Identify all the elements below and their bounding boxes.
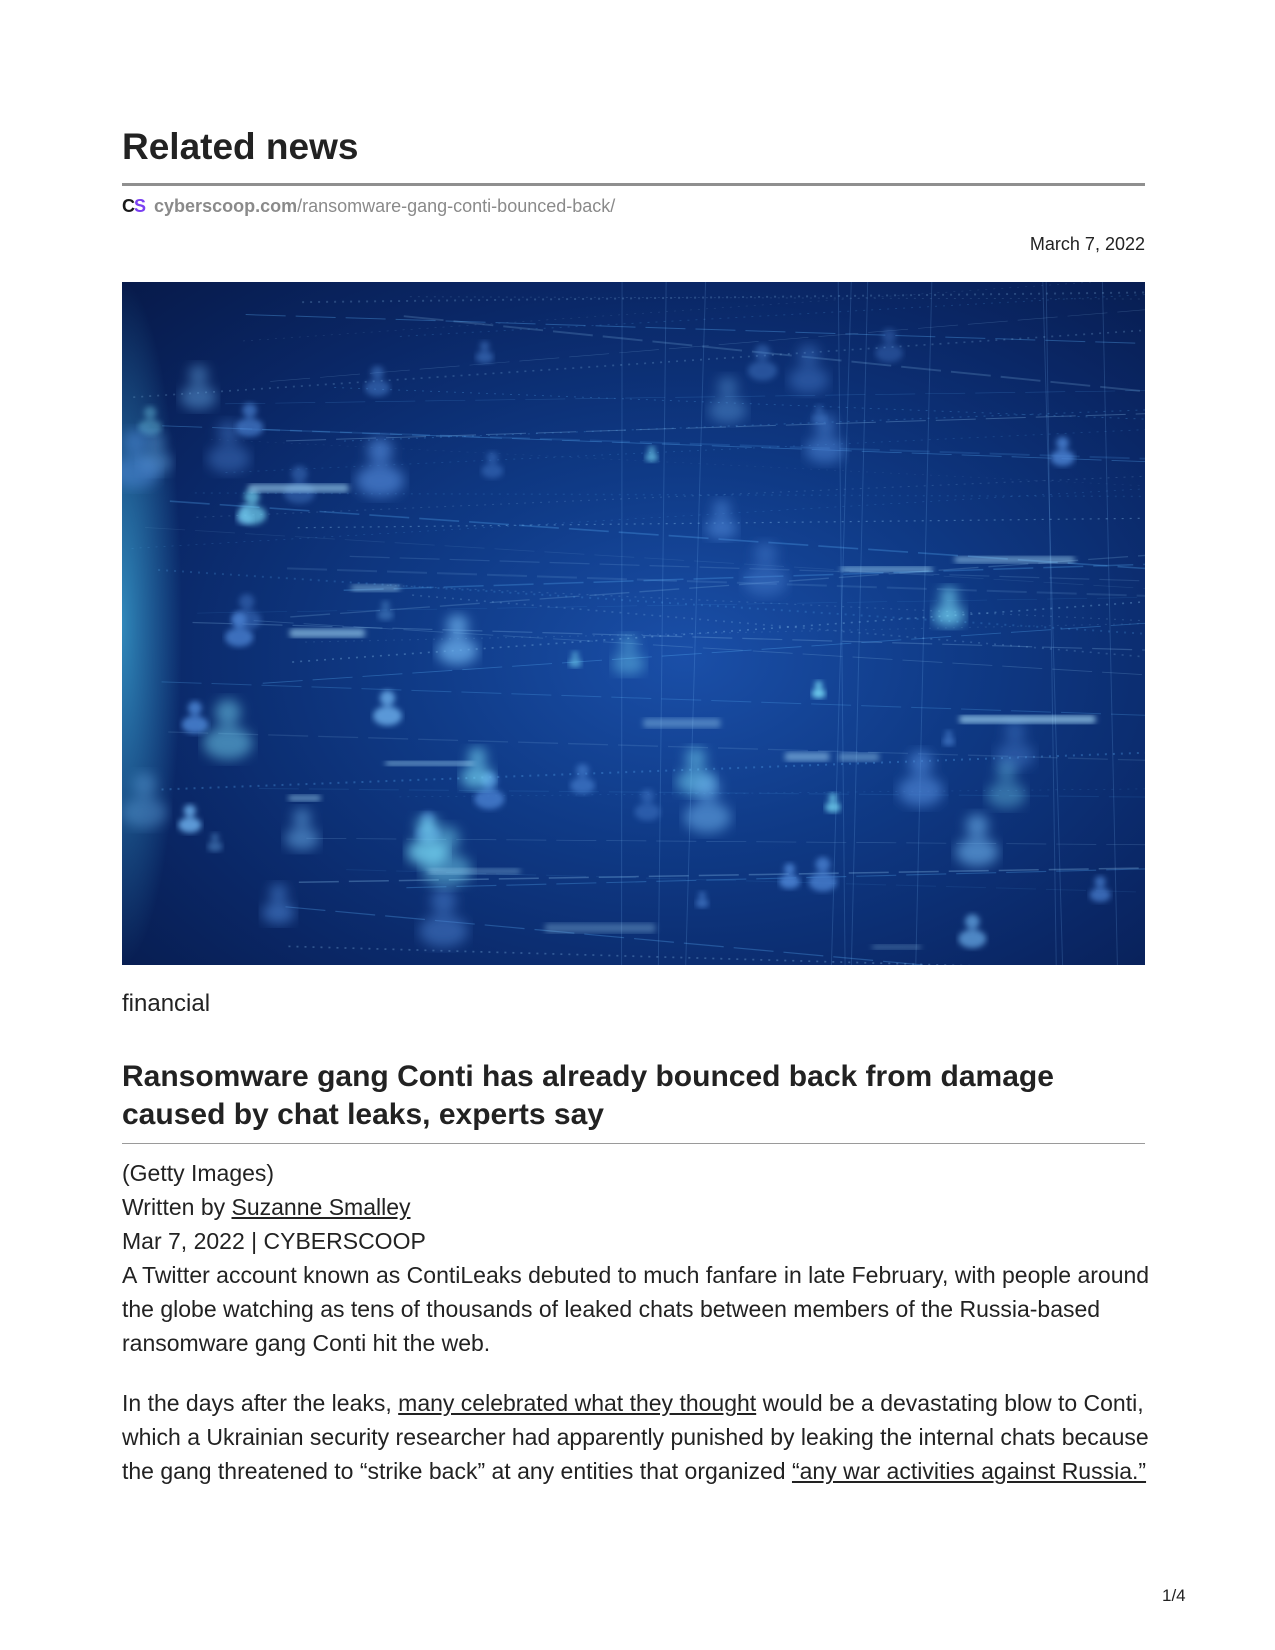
network-people-image — [122, 282, 1145, 965]
publish-date: March 7, 2022 — [1029, 234, 1145, 254]
celebrated-link[interactable]: many celebrated what they thought — [398, 1390, 757, 1416]
article-paragraph-1: A Twitter account known as ContiLeaks debuted to much fanfare in late February, with people around the globe watching as tens of thousands of leaked chats between members of the Russia-based ransomware gang Conti hit the web. — [122, 1262, 1150, 1356]
source-path: /ransomware-gang-conti-bounced-back/ — [297, 196, 616, 216]
byline — [122, 1190, 1145, 1224]
war-activities-link[interactable]: “any war activities against Russia.” — [791, 1458, 1147, 1484]
author-link[interactable]: Suzanne Smalley — [231, 1194, 411, 1220]
p2-text-start: In the days after the leaks, — [122, 1390, 399, 1416]
article-headline: Ransomware gang Conti has already bounced back from damage caused by chat leaks, experts say — [122, 1060, 1054, 1131]
byline-prefix: Written by — [122, 1194, 232, 1220]
source-domain: cyberscoop.com — [154, 196, 298, 216]
headline-divider — [122, 1143, 1145, 1144]
p2-text-middle: would be a devastating blow to Conti, which a Ukrainian security researcher had apparently punished by leaking the internal chats because the gang threatened to “strike back” at any entities that organized — [122, 1390, 1149, 1484]
source-url[interactable] — [122, 196, 615, 217]
article-meta — [122, 1156, 1145, 1258]
title-divider — [122, 183, 1145, 186]
cyberscoop-logo-icon: CS — [122, 196, 146, 216]
page-number: 1/4 — [1162, 1586, 1186, 1605]
page-title: Related news — [122, 126, 359, 167]
article-paragraph-2 — [122, 1386, 1152, 1488]
article-category: financial — [122, 990, 211, 1017]
hero-image — [122, 282, 1145, 965]
image-credit: (Getty Images) — [122, 1160, 275, 1186]
dateline: Mar 7, 2022 | CYBERSCOOP — [122, 1228, 426, 1254]
